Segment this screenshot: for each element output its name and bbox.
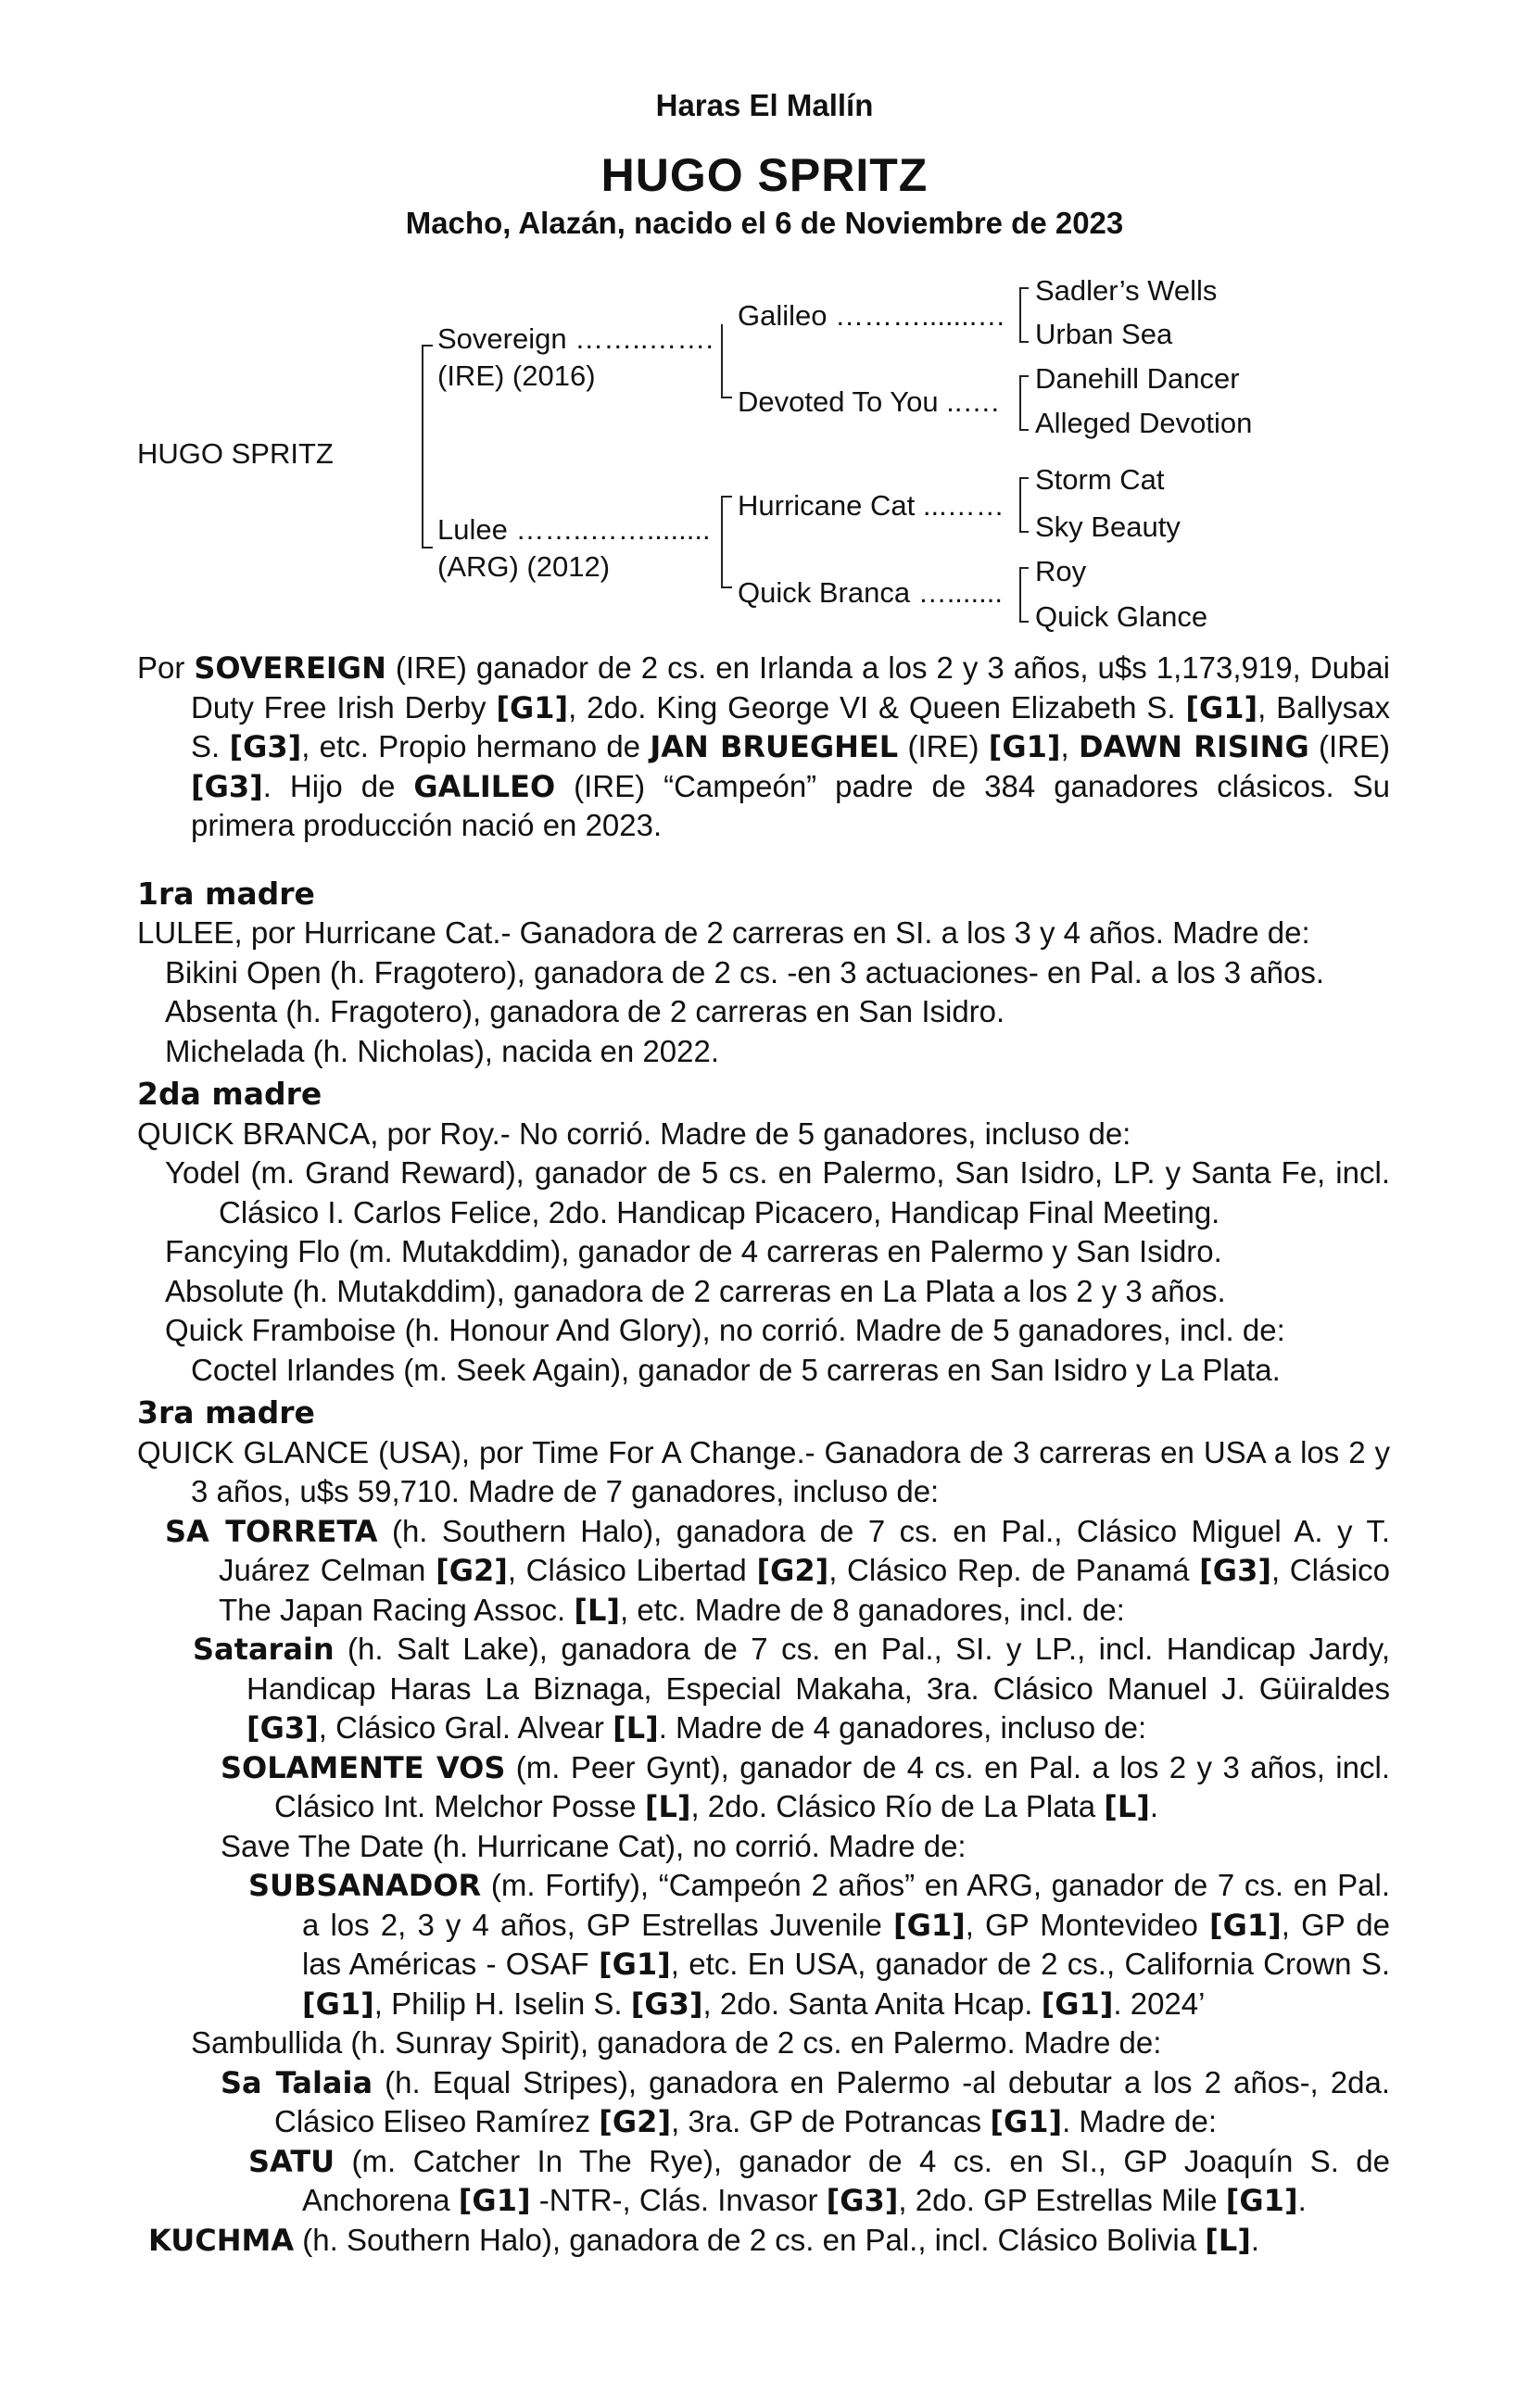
pedigree-dam-dam: Quick Branca …....... <box>738 576 1003 609</box>
pedigree-bracket-tick <box>721 496 732 498</box>
pedigree-dam-sire: Hurricane Cat ...…… <box>738 489 1005 522</box>
horse-subtitle: Macho, Alazán, nacido el 6 de Noviembre de 2023 <box>405 206 1124 240</box>
pedigree-dam: Lulee ……..……........ <box>437 513 711 546</box>
second-dam-grandproduce: Coctel Irlandes (m. Seek Again), ganador de 5 carreras en San Isidro y La Plata. <box>191 1352 1281 1387</box>
pedigree-bracket-tick <box>1019 287 1029 289</box>
produce-sambullida: Sambullida (h. Sunray Spirit), ganadora de 2 cs. en Palermo. Madre de: <box>191 2025 1162 2060</box>
third-dam-heading: 3ra madre <box>137 1394 315 1431</box>
pedigree-subject: HUGO SPRITZ <box>137 437 334 470</box>
second-dam-produce: Quick Framboise (h. Honour And Glory), no corrió. Madre de 5 ganadores, incl. de: <box>165 1313 1285 1347</box>
catalog-body <box>137 649 1390 2260</box>
pedigree-bracket-line <box>1019 287 1021 343</box>
pedigree-bracket-tick <box>422 345 433 347</box>
pedigree-dam-origin: (ARG) (2012) <box>437 550 611 583</box>
pedigree-bracket-tick <box>422 547 433 548</box>
produce-subsanador: SUBSANADOR (m. Fortify), “Campeón 2 años” en ARG, ganador de 7 cs. en Pal. a los 2, 3 y 4 años, GP Estrellas Juvenile [G1], GP Montevideo [G1], GP de las Américas - OSAF [G1], etc. En USA, ganador de 2 cs., California Crown S. [G1], Philip H. Iselin S. [G3], 2do. Santa Anita Hcap. [G1]. 2024’ <box>248 1868 1390 2022</box>
produce-satu: SATU (m. Catcher In The Rye), ganador de 4 cs. en SI., GP Joaquín S. de Anchorena [G1] -NTR-, Clás. Invasor [G3], 2do. GP Estrellas Mile [G1]. <box>248 2143 1390 2218</box>
pedigree-ggp: Roy <box>1035 555 1087 587</box>
pedigree-bracket-tick <box>1019 531 1029 533</box>
produce-sa-talaia: Sa Talaia (h. Equal Stripes), ganadora en Palermo -al debutar a los 2 años-, 2da. Clásico Eliseo Ramírez [G2], 3ra. GP de Potrancas [G1]. Madre de: <box>221 2064 1390 2139</box>
pedigree-bracket-tick <box>721 586 732 588</box>
pedigree-bracket-tick <box>1019 341 1029 343</box>
third-dam-intro: QUICK GLANCE (USA), por Time For A Change.- Ganadora de 3 carreras en USA a los 2 y 3 años, u$s 59,710. Madre de 7 ganadores, incluso de: <box>137 1434 1390 1508</box>
first-dam-produce: Bikini Open (h. Fragotero), ganadora de 2 cs. -en 3 actuaciones- en Pal. a los 3 años. <box>165 954 1325 990</box>
produce-satarain: Satarain (h. Salt Lake), ganadora de 7 cs. en Pal., SI. y LP., incl. Handicap Jardy, Handicap Haras La Biznaga, Especial Makaha, 3ra. Clásico Manuel J. Güiraldes [G3], Clásico Gral. Alvear [L]. Madre de 4 ganadores, incluso de: <box>193 1632 1390 1746</box>
first-dam-intro: LULEE, por Hurricane Cat.- Ganadora de 2 carreras en SI. a los 3 y 4 años. Madre de: <box>137 915 1310 950</box>
pedigree-sire: Sovereign ……..……. <box>437 322 714 355</box>
pedigree-ggp: Sky Beauty <box>1035 511 1181 543</box>
pedigree-bracket-line <box>1019 477 1021 533</box>
horse-name-title: HUGO SPRITZ <box>600 149 929 201</box>
pedigree-bracket-line <box>422 345 423 548</box>
produce-kuchma: KUCHMA (h. Southern Halo), ganadora de 2 cs. en Pal., incl. Clásico Bolivia [L]. <box>148 2222 1260 2258</box>
pedigree-bracket-tick <box>1019 375 1029 377</box>
pedigree-ggp: Danehill Dancer <box>1035 362 1240 395</box>
pedigree-bracket-tick <box>1019 477 1029 479</box>
pedigree-bracket-line <box>1019 375 1021 431</box>
second-dam-produce: Yodel (m. Grand Reward), ganador de 5 cs. en Palermo, San Isidro, LP. y Santa Fe, incl. Clásico I. Carlos Felice, 2do. Handicap Picacero, Handicap Final Meeting. <box>165 1155 1390 1229</box>
farm-name: Haras El Mallín <box>655 88 874 122</box>
produce-sa-torreta: SA TORRETA (h. Southern Halo), ganadora de 7 cs. en Pal., Clásico Miguel A. y T. Juárez Celman [G2], Clásico Libertad [G2], Clásico Rep. de Panamá [G3], Clásico The Japan Racing Assoc. [L], etc. Madre de 8 ganadores, incl. de: <box>165 1513 1390 1628</box>
produce-save-the-date: Save The Date (h. Hurricane Cat), no corrió. Madre de: <box>221 1828 967 1863</box>
pedigree-bracket-line <box>721 496 723 588</box>
first-dam-produce: Absenta (h. Fragotero), ganadora de 2 carreras en San Isidro. <box>165 994 1005 1028</box>
first-dam-heading: 1ra madre <box>137 875 315 912</box>
second-dam-produce: Fancying Flo (m. Mutakddim), ganador de 4 carreras en Palermo y San Isidro. <box>165 1234 1222 1268</box>
pedigree-sire-dam: Devoted To You ..…. <box>738 385 1000 418</box>
second-dam-heading: 2da madre <box>137 1076 322 1112</box>
pedigree-sire-sire: Galileo ……….......… <box>738 299 1006 332</box>
pedigree-ggp: Urban Sea <box>1035 318 1173 350</box>
pedigree-bracket-tick <box>1019 429 1029 431</box>
pedigree-ggp: Quick Glance <box>1035 600 1208 633</box>
second-dam-intro: QUICK BRANCA, por Roy.- No corrió. Madre de 5 ganadores, incluso de: <box>137 1116 1131 1151</box>
pedigree-ggp: Alleged Devotion <box>1035 407 1253 439</box>
produce-solamente-vos: SOLAMENTE VOS (m. Peer Gynt), ganador de 4 cs. en Pal. a los 2 y 3 años, incl. Clásico Int. Melchor Posse [L], 2do. Clásico Río de La Plata [L]. <box>221 1749 1390 1824</box>
pedigree-ggp: Storm Cat <box>1035 463 1165 496</box>
second-dam-produce: Absolute (h. Mutakddim), ganadora de 2 carreras en La Plata a los 2 y 3 años. <box>165 1273 1226 1308</box>
first-dam-produce: Michelada (h. Nicholas), nacida en 2022. <box>165 1033 720 1068</box>
pedigree-bracket-line <box>1019 567 1021 623</box>
sire-paragraph: Por SOVEREIGN (IRE) ganador de 2 cs. en Irlanda a los 2 y 3 años, u$s 1,173,919, Dubai Duty Free Irish Derby [G1], 2do. King George VI & Queen Elizabeth S. [G1], Ballysax S. [G3], etc. Propio hermano de JAN BRUEGHEL (IRE) [G1], DAWN RISING (IRE) [G3]. Hijo de GALILEO (IRE) “Campeón” padre de 384 ganadores clásicos. Su primera producción nació en 2023. <box>137 650 1391 842</box>
pedigree-bracket-tick <box>721 397 732 398</box>
pedigree-bracket-line <box>721 324 723 398</box>
pedigree-bracket-tick <box>1019 621 1029 623</box>
pedigree-ggp: Sadler’s Wells <box>1035 274 1218 307</box>
pedigree-sire-origin: (IRE) (2016) <box>437 359 596 392</box>
pedigree-bracket-tick <box>1019 567 1029 569</box>
